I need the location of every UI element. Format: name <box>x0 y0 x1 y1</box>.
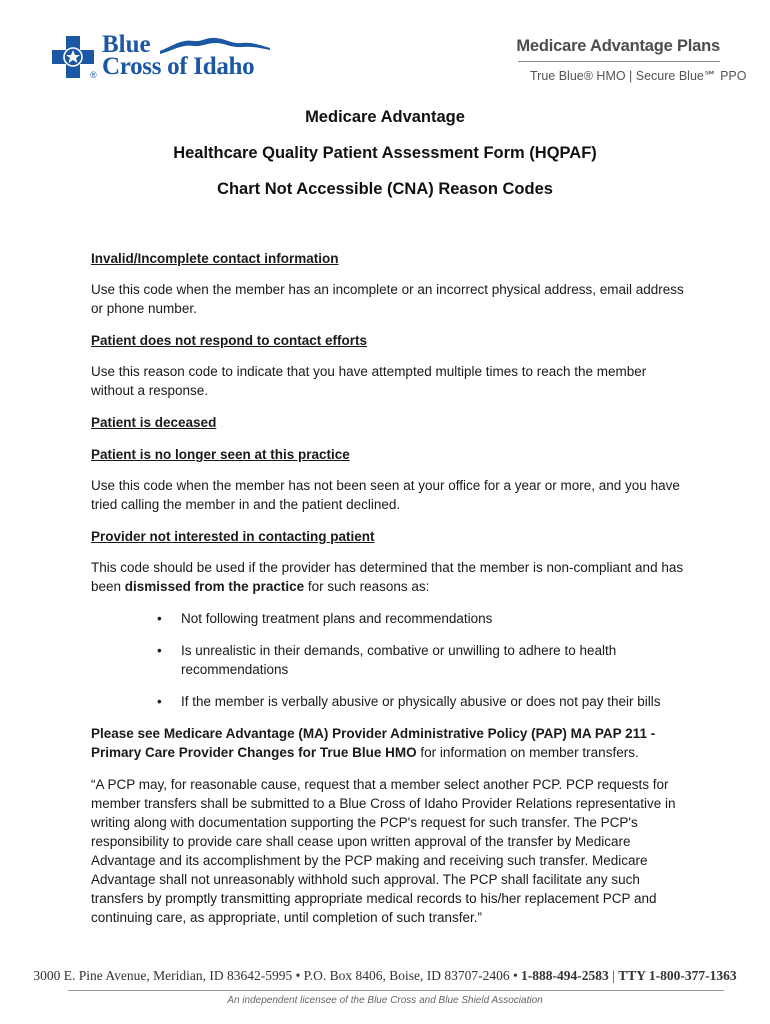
dismissed-emphasis: dismissed from the practice <box>124 579 305 594</box>
section-heading-no-response: Patient does not respond to contact efforts <box>91 333 368 348</box>
logo-line-1: Blue <box>102 31 151 58</box>
list-item: • Is unrealistic in their demands, combative or unwilling to adhere to health recommendations <box>157 643 617 677</box>
cross-icon <box>52 36 94 78</box>
logo-line-2: Cross of Idaho <box>102 53 255 80</box>
list-item: • Not following treatment plans and recommendations <box>157 611 493 626</box>
list-item: • If the member is verbally abusive or physically abusive or does not pay their bills <box>157 694 661 709</box>
footer-phone: 1-888-494-2583 <box>521 968 609 983</box>
document-title: Medicare Advantage <box>305 108 465 126</box>
bullet-icon: • <box>157 611 162 626</box>
registered-mark: ® <box>90 70 97 80</box>
section-text-no-response: Use this reason code to indicate that you have attempted multiple times to reach the member without a response. <box>91 364 647 398</box>
reasons-list <box>91 609 691 711</box>
plans-header <box>516 37 720 56</box>
document-body <box>91 249 691 927</box>
section-text-not-seen: Use this code when the member has not been seen at your office for a year or more, and you have tried calling the member in and the patient declined. <box>91 478 680 512</box>
section-heading-deceased: Patient is deceased <box>91 415 217 430</box>
plans-divider <box>518 61 720 62</box>
section-heading-not-interested: Provider not interested in contacting patient <box>91 529 375 544</box>
policy-quote: “A PCP may, for reasonable cause, request that a member select another PCP. PCP requests for member transfers shall be submitted to a Blue Cross of Idaho Provider Relations representative in writing along with documentation supporting the PCP's request for such transfer. The PCP's responsibility to provide care shall cease upon written approval of the transfer by Medicare Advantage and its accomplishment by the PCP making and receiving such transfer. Medicare Advantage shall not unreasonably withhold such approval. The PCP shall facilitate any such transfers by promptly transmitting appropriate medical records to his/her replacement PCP and continuing care, as appropriate, until completion of such transfer.” <box>91 777 676 925</box>
footer-tty: TTY 1-800-377-1363 <box>618 968 737 983</box>
blue-cross-logo <box>52 32 277 92</box>
footer-address: 3000 E. Pine Avenue, Meridian, ID 83642-5995 • P.O. Box 8406, Boise, ID 83707-2406 • 1-888-494-2583 | TTY 1-800-377-1363 <box>33 968 737 983</box>
section-text-invalid-contact: Use this code when the member has an incomplete or an incorrect physical address, email address or phone number. <box>91 282 684 316</box>
policy-reference: Please see Medicare Advantage (MA) Provider Administrative Policy (PAP) MA PAP 211 - Primary Care Provider Changes for True Blue HMO for information on member transfers. <box>91 726 656 760</box>
plans-subtitle: True Blue® HMO | Secure Blue℠ PPO <box>530 69 747 83</box>
section-heading-invalid-contact: Invalid/Incomplete contact information <box>91 251 339 266</box>
bullet-icon: • <box>157 643 162 658</box>
licensee-statement: An independent licensee of the Blue Cross and Blue Shield Association <box>227 995 543 1006</box>
footer-divider <box>68 990 724 991</box>
form-title: Healthcare Quality Patient Assessment Form (HQPAF) <box>173 144 597 162</box>
section-text-not-interested: This code should be used if the provider has determined that the member is non-compliant and has been dismissed from the practice for such reasons as: <box>91 560 684 594</box>
reason-codes-title: Chart Not Accessible (CNA) Reason Codes <box>217 180 553 198</box>
mountain-icon <box>160 35 270 57</box>
plans-title: Medicare Advantage Plans <box>516 37 720 55</box>
bullet-icon: • <box>157 694 162 709</box>
section-heading-not-seen: Patient is no longer seen at this practice <box>91 447 350 462</box>
